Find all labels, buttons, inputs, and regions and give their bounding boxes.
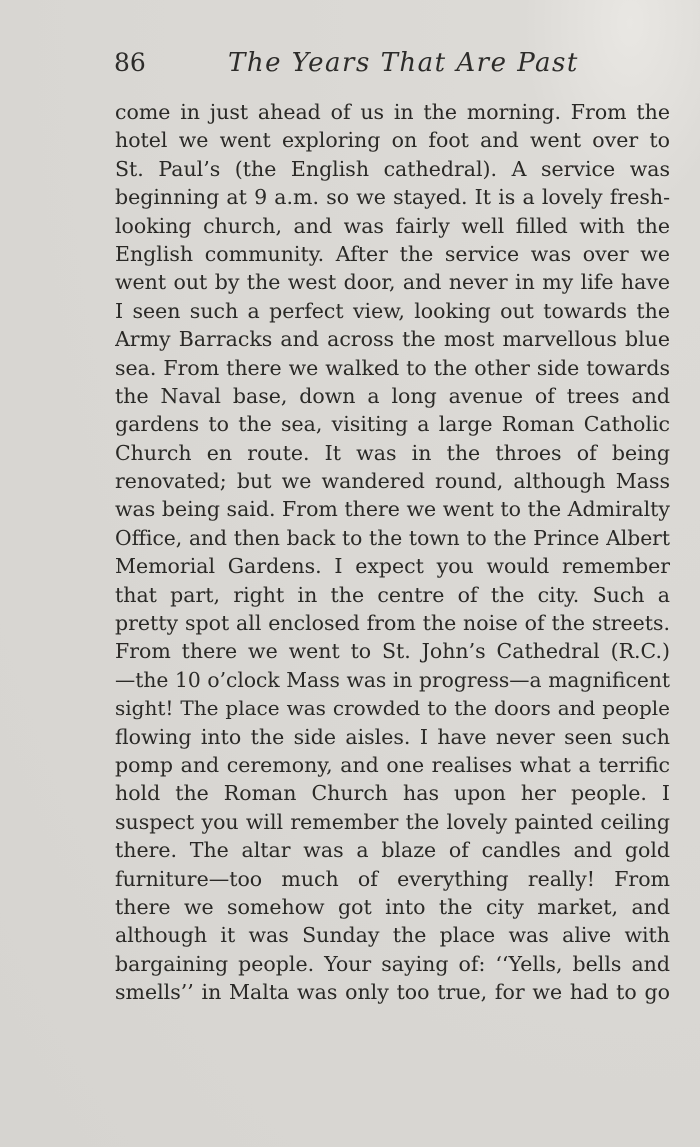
text-line: sea. From there we walked to the other side towards — [115, 355, 670, 380]
text-line: hold the Roman Church has upon her people. I — [115, 781, 670, 806]
text-line: pretty spot all enclosed from the noise of the streets. — [115, 611, 670, 636]
text-line: sight! The place was crowded to the doors and people — [115, 696, 670, 721]
text-line: beginning at 9 a.m. so we stayed. It is a lovely fresh- — [115, 185, 670, 210]
text-line: Memorial Gardens. I expect you would remember — [115, 554, 670, 579]
text-line: From there we went to St. John’s Cathedral (R.C.) — [115, 639, 670, 664]
text-line: Army Barracks and across the most marvellous blue — [115, 327, 670, 352]
text-line: suspect you will remember the lovely painted ceiling — [115, 809, 670, 834]
text-line: come in just ahead of us in the morning. From the — [115, 100, 670, 124]
text-line: flowing into the side aisles. I have never seen such — [115, 724, 670, 749]
text-line: was being said. From there we went to the Admiralty — [115, 497, 670, 522]
text-line: St. Paul’s (the English cathedral). A service was — [115, 156, 670, 181]
running-head — [114, 46, 579, 82]
text-line: furniture—too much of everything really! From — [115, 866, 670, 891]
text-line: —the 10 o’clock Mass was in progress—a magnificent — [115, 667, 670, 692]
text-line: smells’’ in Malta was only too true, for we had to go — [115, 980, 670, 1005]
text-line: English community. After the service was over we — [115, 241, 670, 266]
text-line: renovated; but we wandered round, although Mass — [115, 469, 670, 494]
running-title: The Years That Are Past — [228, 48, 579, 78]
text-line: I seen such a perfect view, looking out towards the — [115, 298, 670, 323]
text-line: gardens to the sea, visiting a large Roman Catholic — [115, 412, 670, 437]
page-number: 86 — [114, 48, 146, 77]
body-text — [115, 98, 670, 1007]
text-line: went out by the west door, and never in my life have — [115, 270, 670, 295]
text-line: Church en route. It was in the throes of being — [115, 440, 670, 465]
text-line: the Naval base, down a long avenue of trees and — [115, 383, 670, 408]
text-line: pomp and ceremony, and one realises what a terrific — [115, 752, 670, 777]
text-line: there. The altar was a blaze of candles and gold — [115, 838, 670, 863]
text-line: bargaining people. Your saying of: ‘‘Yells, bells and — [115, 951, 670, 976]
text-line: there we somehow got into the city market, and — [115, 894, 670, 919]
text-line: although it was Sunday the place was alive with — [115, 923, 670, 948]
text-line: looking church, and was fairly well filled with the — [115, 213, 670, 238]
text-line: that part, right in the centre of the city. Such a — [115, 582, 670, 607]
text-line: Office, and then back to the town to the Prince Albert — [115, 525, 670, 550]
text-line: hotel we went exploring on foot and went over to — [115, 128, 670, 153]
